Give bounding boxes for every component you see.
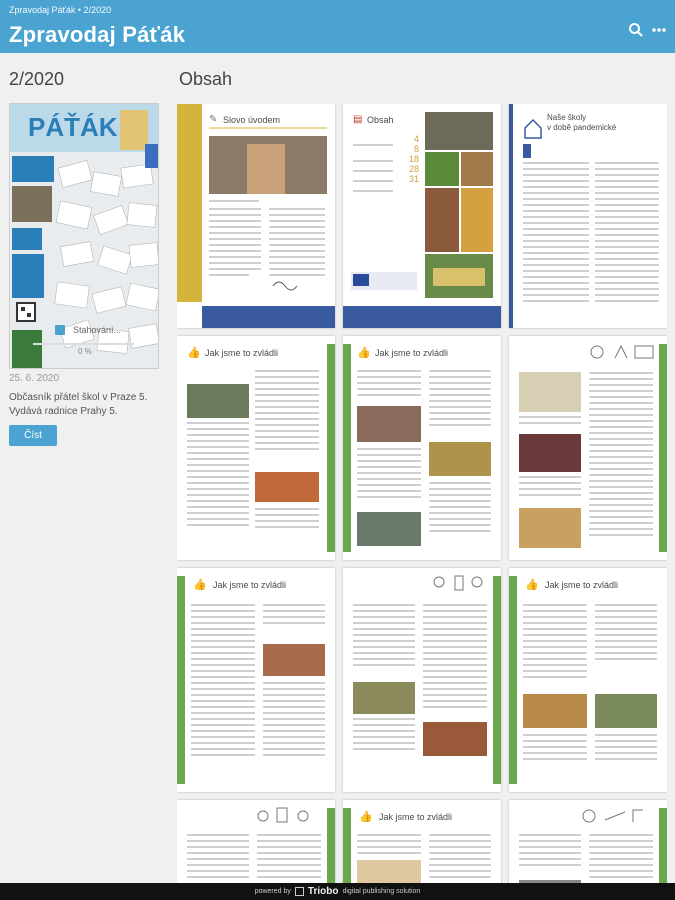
thumbs-up-icon: 👍: [187, 347, 201, 359]
powered-by-label: powered by: [254, 888, 291, 895]
toc-number: 18: [408, 154, 419, 164]
brand-name: Triobo: [307, 886, 339, 897]
issue-number: 2/2020: [9, 69, 65, 89]
page-thumbnail-2[interactable]: [343, 104, 501, 328]
page-title: Jak jsme to zvládli: [545, 580, 619, 590]
contents-heading: Obsah: [179, 69, 233, 89]
toc-number: 4: [413, 134, 419, 144]
toc-number: 28: [408, 164, 419, 174]
thumbs-up-icon: 👍: [193, 579, 207, 591]
read-button[interactable]: Číst: [9, 425, 57, 446]
download-label: Stahování...: [73, 325, 122, 335]
page-thumbnail-1[interactable]: [177, 104, 335, 328]
page-thumbnail-7[interactable]: [177, 568, 335, 792]
download-progress-bar: [33, 343, 134, 345]
page-thumbnail-8[interactable]: [343, 568, 501, 792]
page-title: Naše školy: [547, 113, 587, 122]
toc-number: 31: [408, 174, 419, 184]
page-title: Slovo úvodem: [223, 115, 281, 125]
thumbs-up-icon: 👍: [525, 579, 539, 591]
page-title: Jak jsme to zvládli: [205, 348, 279, 358]
page-thumbnail-4[interactable]: [177, 336, 335, 560]
app-bar: [0, 0, 675, 53]
triobo-logo-icon: [295, 887, 304, 896]
page-thumbnail-5[interactable]: [343, 336, 501, 560]
toc-number: 8: [413, 144, 419, 154]
brand-tagline: digital publishing solution: [342, 888, 421, 895]
download-status: [55, 325, 121, 335]
pencil-icon: ✎: [209, 114, 218, 125]
page-thumbnail-3[interactable]: [509, 104, 667, 328]
issue-sidebar: [0, 53, 172, 883]
page-title: Jak jsme to zvládli: [375, 348, 449, 358]
page-title: Obsah: [367, 115, 394, 125]
pages-grid: [177, 104, 667, 884]
thumbs-up-icon: 👍: [357, 347, 371, 359]
page-thumbnail-11[interactable]: [343, 800, 501, 884]
page-title: Jak jsme to zvládli: [213, 580, 287, 590]
cover-masthead: PÁŤÁK: [28, 112, 118, 142]
document-icon: ▤: [353, 114, 363, 125]
page-thumbnail-12[interactable]: [509, 800, 667, 884]
page-thumbnail-9[interactable]: [509, 568, 667, 792]
page-title: Jak jsme to zvládli: [379, 812, 453, 822]
app-title: Zpravodaj Páťák: [9, 22, 186, 47]
page-thumbnail-10[interactable]: [177, 800, 335, 884]
more-options-icon[interactable]: [651, 22, 671, 42]
thumbs-up-icon: 👍: [359, 811, 373, 823]
powered-by-footer: [0, 883, 675, 900]
toc-numbers: [407, 134, 419, 184]
search-icon[interactable]: [628, 22, 648, 42]
page-subtitle: v době pandemické: [547, 123, 617, 132]
download-icon: [55, 325, 65, 335]
issue-date: 25. 6. 2020: [9, 373, 60, 384]
breadcrumb[interactable]: Zpravodaj Páťák • 2/2020: [9, 5, 112, 15]
download-percent: 0 %: [78, 347, 92, 356]
issue-description: Občasník přátel škol v Praze 5. Vydává radnice Prahy 5.: [9, 392, 148, 417]
page-thumbnail-6[interactable]: [509, 336, 667, 560]
